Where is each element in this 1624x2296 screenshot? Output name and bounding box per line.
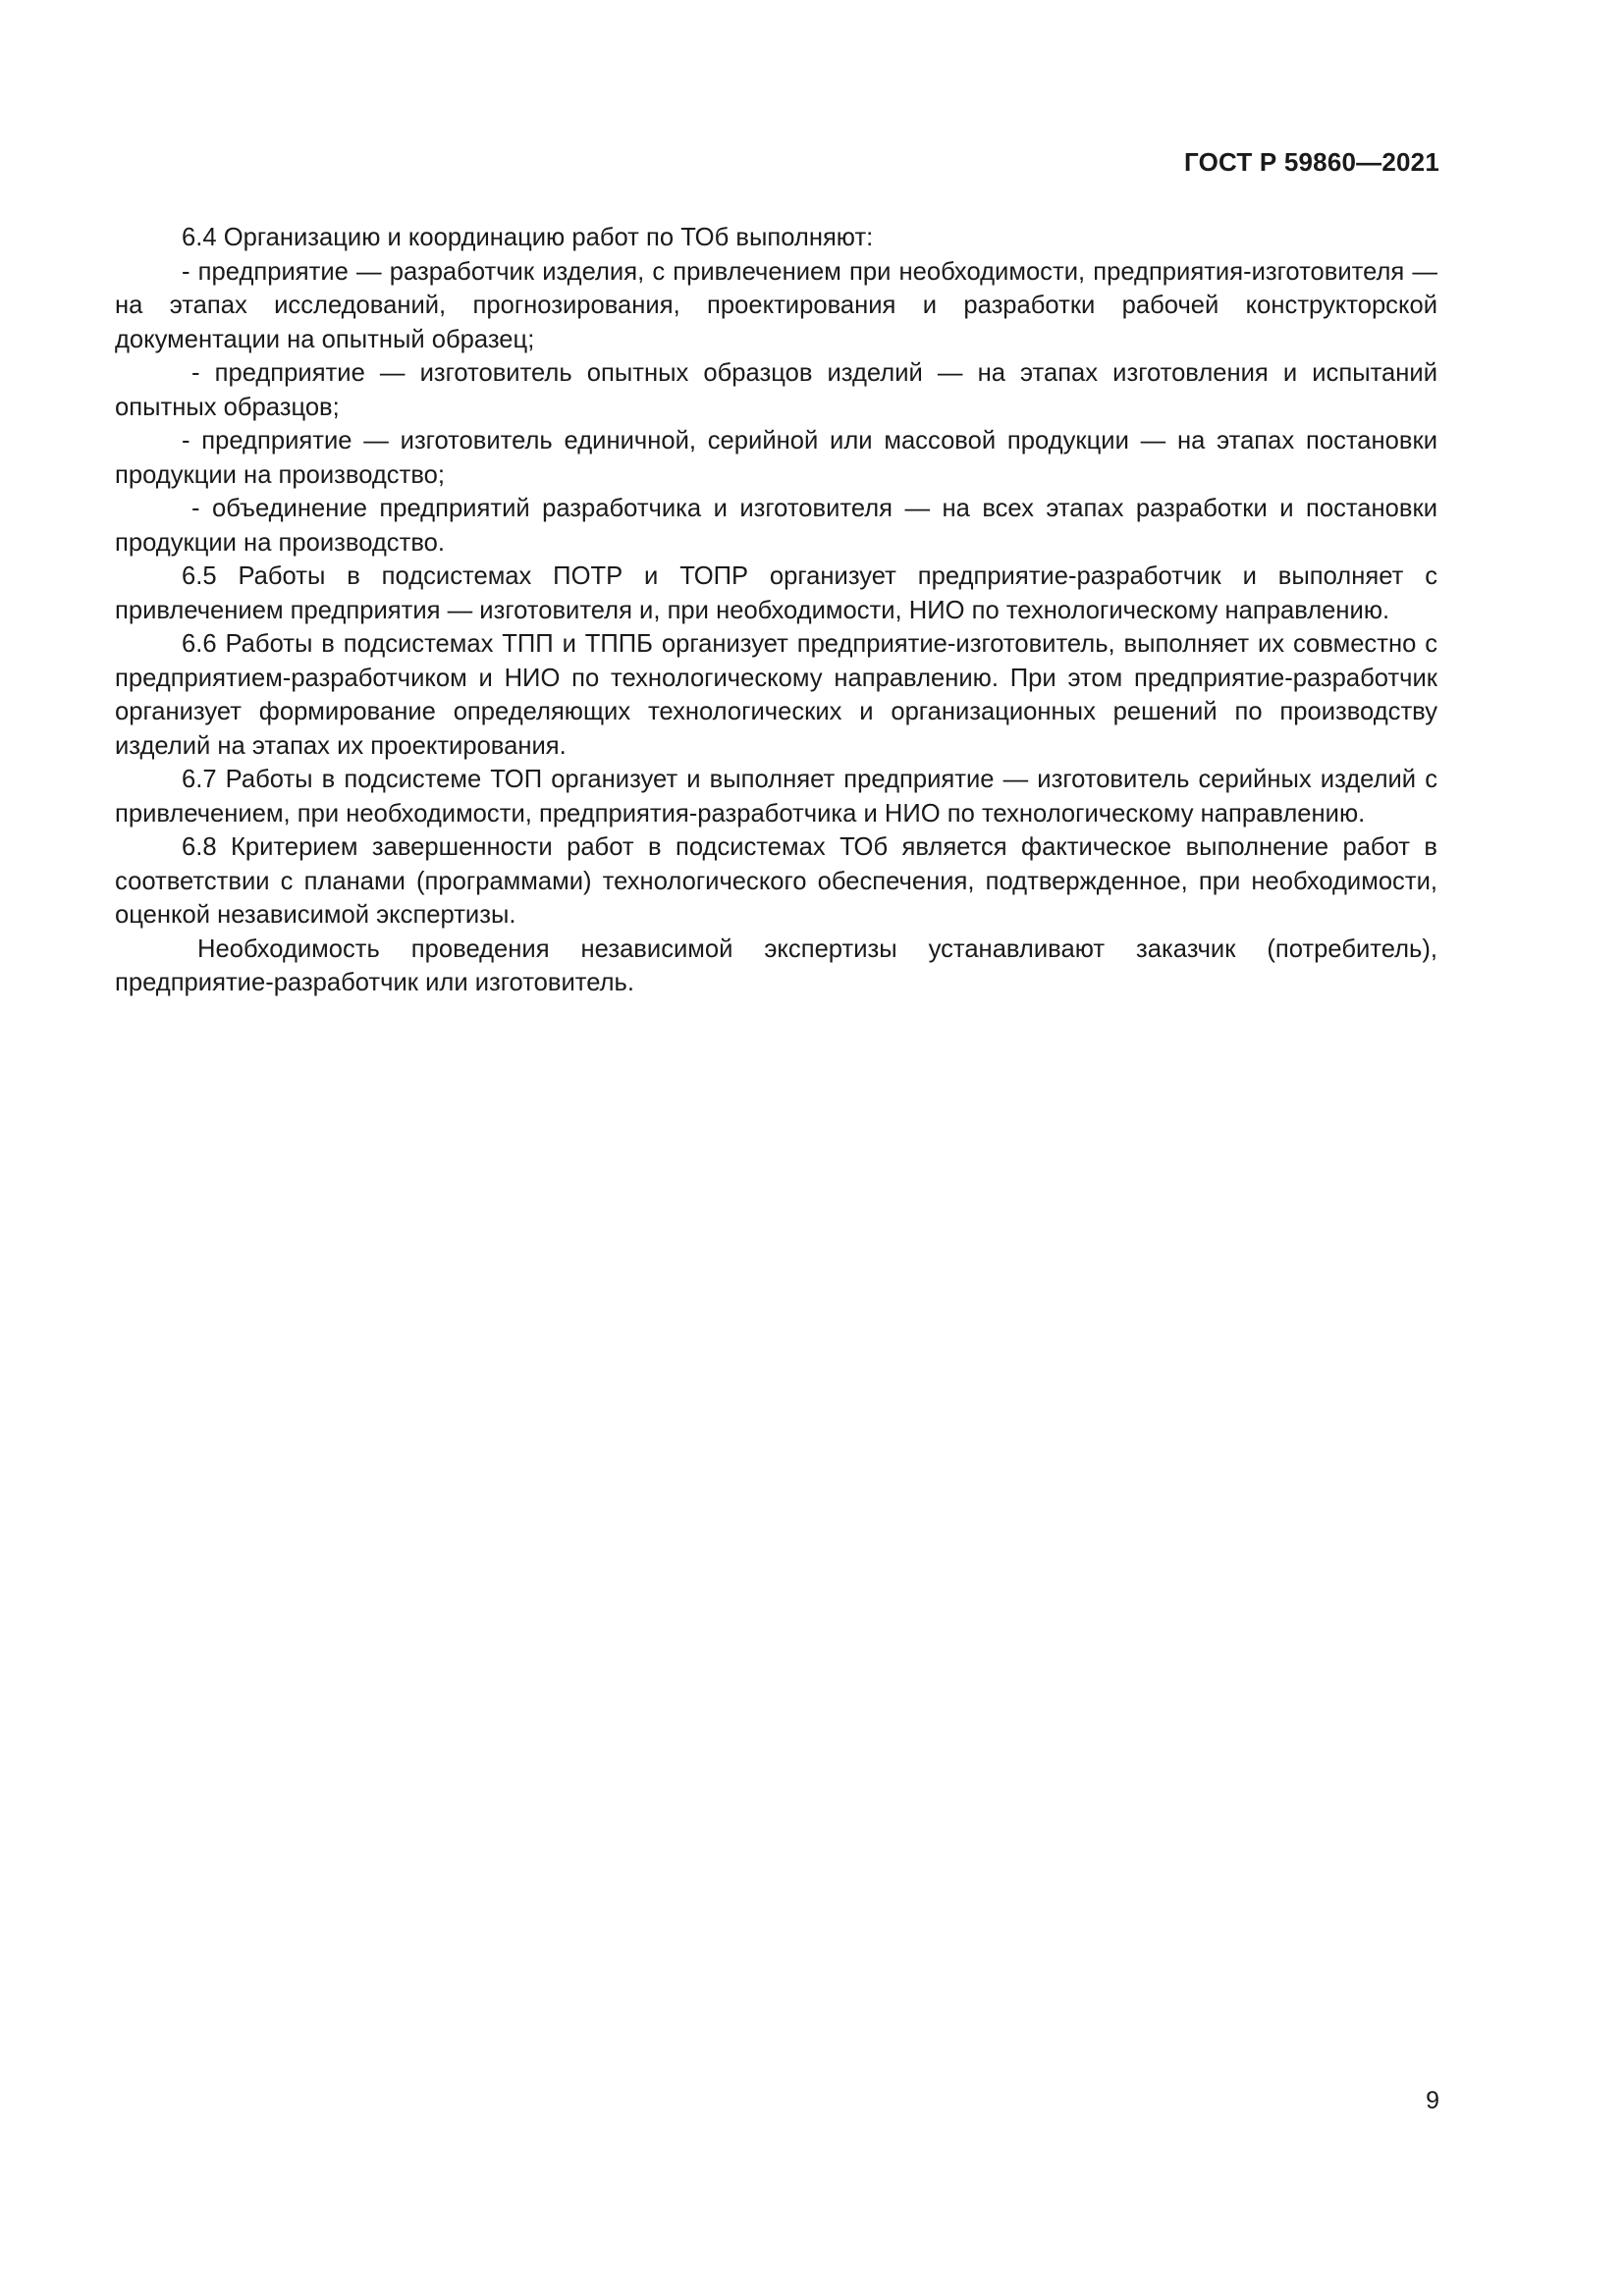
list-item-prototype-manufacturer: - предприятие — изготовитель опытных образцов изделий — на этапах изготовления и испытаний опытных образцов; (115, 359, 1437, 421)
paragraph-6-7: 6.7 Работы в подсистеме ТОП организует и выполняет предприятие — изготовитель серийных изделий с привлечением, при необходимости, предприятия-разработчика и НИО по технологическому направлению. (115, 766, 1437, 828)
list-item-association: - объединение предприятий разработчика и изготовителя — на всех этапах разработки и постановки продукции на производство. (115, 495, 1437, 557)
list-item-developer: - предприятие — разработчик изделия, с привлечением при необходимости, предприятия-изготовителя — на этапах исследований, прогнозирования, проектирования и разработки рабочей конструкторской документации на опытный образец; (115, 257, 1437, 353)
paragraph-expertise: Необходимость проведения независимой экспертизы устанавливают заказчик (потребитель), предприятие-разработчик или изготовитель. (115, 934, 1437, 996)
paragraph-6-8: 6.8 Критерием завершенности работ в подсистемах ТОб является фактическое выполнение работ в соответствии с планами (программами) технологического обеспечения, подтвержденное, при необходимости, оценкой независимой экспертизы. (115, 833, 1437, 929)
paragraph-6-6: 6.6 Работы в подсистемах ТПП и ТППБ организует предприятие-изготовитель, выполняет их совместно с предприятием-разработчиком и НИО по технологическому направлению. При этом предприятие-разработчик организует формирование определяющих технологических и организационных решений по производству изделий на этапах их проектирования. (115, 630, 1437, 760)
document-body (115, 221, 1437, 1000)
list-item-serial-manufacturer: - предприятие — изготовитель единичной, серийной или массовой продукции — на этапах постановки продукции на производство; (115, 427, 1437, 489)
paragraph-6-5: 6.5 Работы в подсистемах ПОТР и ТОПР организует предприятие-разработчик и выполняет с привлечением предприятия — изготовителя и, при необходимости, НИО по технологическому направлению. (115, 562, 1437, 624)
page-number: 9 (1426, 2087, 1439, 2114)
paragraph-6-4: 6.4 Организацию и координацию работ по ТОб выполняют: (182, 224, 874, 251)
document-header: ГОСТ Р 59860—2021 (1184, 147, 1439, 177)
